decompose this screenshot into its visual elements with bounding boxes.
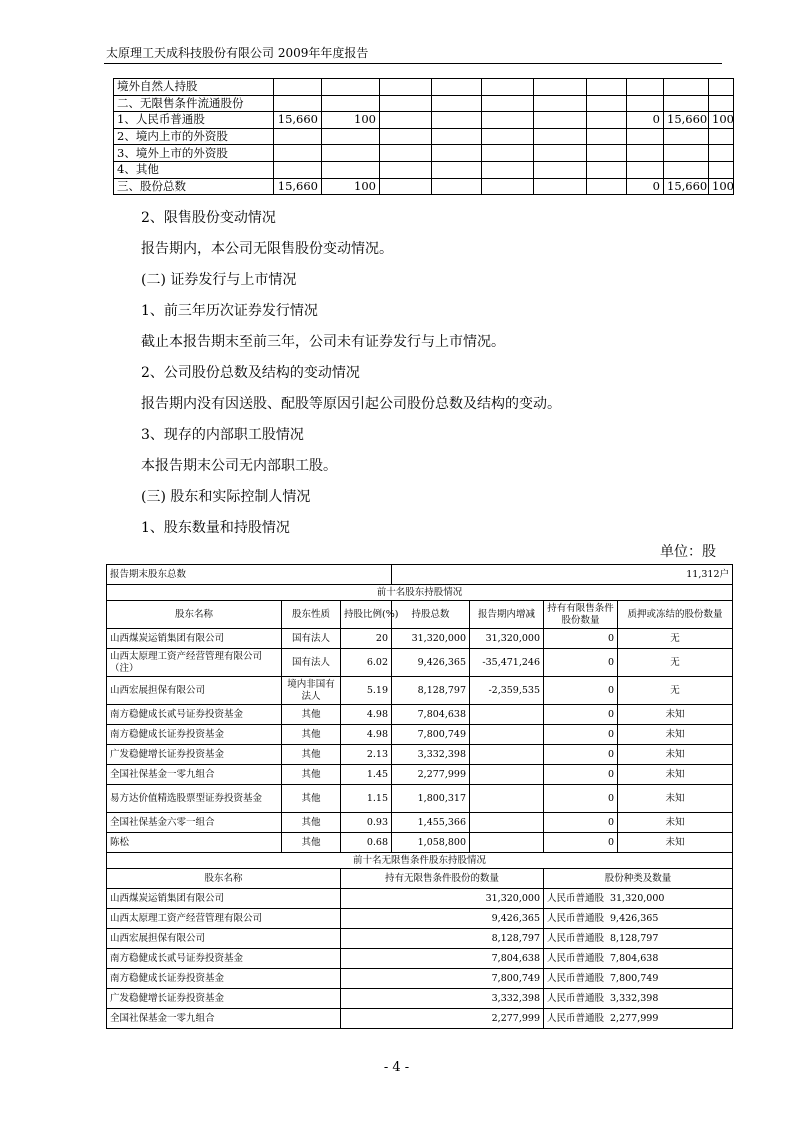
cell-change-4 <box>432 79 482 96</box>
shareholder-type: 其他 <box>282 785 341 813</box>
cell-change-7 <box>587 128 627 145</box>
top10-row <box>107 677 733 705</box>
shareholder-total: 7,800,749 <box>392 725 470 745</box>
unrestricted-kind: 人民币普通股 <box>547 932 605 944</box>
cell-after-pct <box>709 128 734 145</box>
shareholder-change: -35,471,246 <box>470 649 544 677</box>
unrestricted-kind-qty: 2,277,999 <box>610 1012 659 1024</box>
top10-row <box>107 745 733 765</box>
unrestricted-kind-cell <box>544 889 733 909</box>
total-shareholders-row <box>107 565 733 585</box>
shareholder-name: 山西煤炭运销集团有限公司 <box>107 629 282 649</box>
shareholder-type: 其他 <box>282 813 341 833</box>
unrestricted-title-row <box>107 853 733 869</box>
cell-change-6 <box>534 178 587 195</box>
cell-change-6 <box>534 95 587 112</box>
para-employee-shares: 3、现存的内部职工股情况 <box>141 427 304 443</box>
cell-before-pct: 100 <box>322 112 380 129</box>
cell-change-5 <box>482 145 534 162</box>
unrestricted-header-kind: 股份种类及数量 <box>544 869 733 889</box>
row-label: 1、人民币普通股 <box>114 112 274 129</box>
cell-change-subtotal: 0 <box>627 178 664 195</box>
row-label: 境外自然人持股 <box>114 79 274 96</box>
header-total: 持股总数 <box>392 601 470 629</box>
cell-before-qty <box>274 79 322 96</box>
unrestricted-row <box>107 909 733 929</box>
unrestricted-row <box>107 989 733 1009</box>
top10-header-row <box>107 601 733 629</box>
cell-change-subtotal <box>627 161 664 178</box>
header-pledged: 质押或冻结的股份数量 <box>618 601 733 629</box>
para-structure-none: 报告期内没有因送股、配股等原因引起公司股份总数及结构的变动。 <box>141 396 561 412</box>
shareholder-restricted: 0 <box>544 705 618 725</box>
shareholder-type: 其他 <box>282 833 341 853</box>
shareholder-name: 广发稳健增长证券投资基金 <box>107 745 282 765</box>
share-structure-table <box>113 78 734 195</box>
shareholder-total: 1,800,317 <box>392 785 470 813</box>
share-structure-row <box>114 95 734 112</box>
shareholder-type: 国有法人 <box>282 629 341 649</box>
unrestricted-kind-cell <box>544 909 733 929</box>
shareholder-name: 全国社保基金一零九组合 <box>107 765 282 785</box>
shareholder-change <box>470 813 544 833</box>
shareholder-pct: 20 <box>341 629 392 649</box>
shareholder-pct: 5.19 <box>341 677 392 705</box>
cell-change-3 <box>380 95 432 112</box>
shareholder-change: 31,320,000 <box>470 629 544 649</box>
header-restricted: 持有有限售条件股份数量 <box>544 601 618 629</box>
cell-before-pct <box>322 95 380 112</box>
para-issuance-history: 1、前三年历次证券发行情况 <box>141 303 318 319</box>
shareholder-pledged: 未知 <box>618 833 733 853</box>
shareholder-restricted: 0 <box>544 813 618 833</box>
cell-change-4 <box>432 161 482 178</box>
shareholder-pledged: 未知 <box>618 785 733 813</box>
cell-change-subtotal <box>627 145 664 162</box>
share-structure-row <box>114 79 734 96</box>
top10-row <box>107 629 733 649</box>
cell-change-3 <box>380 161 432 178</box>
unrestricted-kind: 人民币普通股 <box>547 892 605 904</box>
share-structure-row <box>114 178 734 195</box>
cell-after-qty <box>664 95 709 112</box>
unrestricted-kind-cell <box>544 929 733 949</box>
top10-row <box>107 705 733 725</box>
unrestricted-qty: 9,426,365 <box>341 909 544 929</box>
shareholder-pledged: 无 <box>618 677 733 705</box>
total-shareholders-label: 报告期末股东总数 <box>107 565 392 585</box>
unrestricted-row <box>107 1009 733 1029</box>
shareholder-name: 全国社保基金六零一组合 <box>107 813 282 833</box>
top10-row <box>107 725 733 745</box>
row-label: 二、无限售条件流通股份 <box>114 95 274 112</box>
shareholder-pct: 6.02 <box>341 649 392 677</box>
shareholder-total: 7,804,638 <box>392 705 470 725</box>
share-structure-row <box>114 112 734 129</box>
cell-change-5 <box>482 112 534 129</box>
shareholder-total: 3,332,398 <box>392 745 470 765</box>
cell-after-qty <box>664 145 709 162</box>
shareholder-change <box>470 785 544 813</box>
shareholder-name: 陈松 <box>107 833 282 853</box>
shareholder-pct: 1.15 <box>341 785 392 813</box>
unrestricted-name: 广发稳健增长证券投资基金 <box>107 989 341 1009</box>
shareholder-total: 31,320,000 <box>392 629 470 649</box>
shareholder-pledged: 未知 <box>618 705 733 725</box>
cell-before-qty <box>274 95 322 112</box>
unrestricted-row <box>107 949 733 969</box>
cell-after-qty <box>664 128 709 145</box>
share-structure-row <box>114 161 734 178</box>
unrestricted-kind: 人民币普通股 <box>547 972 605 984</box>
header-change: 报告期内增减 <box>470 601 544 629</box>
unrestricted-name: 全国社保基金一零九组合 <box>107 1009 341 1029</box>
header-pct: 持股比例(%) <box>341 601 392 629</box>
unrestricted-kind-qty: 31,320,000 <box>610 892 665 904</box>
cell-change-subtotal <box>627 128 664 145</box>
shareholder-total: 1,058,800 <box>392 833 470 853</box>
para-restricted-none: 报告期内，本公司无限售股份变动情况。 <box>141 241 393 257</box>
cell-change-6 <box>534 128 587 145</box>
cell-change-subtotal <box>627 95 664 112</box>
shareholder-change: -2,359,535 <box>470 677 544 705</box>
shareholder-pledged: 未知 <box>618 813 733 833</box>
cell-change-3 <box>380 112 432 129</box>
cell-change-5 <box>482 95 534 112</box>
unrestricted-kind-qty: 7,804,638 <box>610 952 659 964</box>
cell-before-pct: 100 <box>322 178 380 195</box>
cell-before-qty <box>274 161 322 178</box>
cell-change-6 <box>534 145 587 162</box>
shareholder-pct: 4.98 <box>341 725 392 745</box>
unrestricted-name: 南方稳健成长贰号证券投资基金 <box>107 949 341 969</box>
header-rule <box>104 63 722 64</box>
top10-row <box>107 833 733 853</box>
cell-before-pct <box>322 145 380 162</box>
page-header: 太原理工天成科技股份有限公司 2009年年度报告 <box>106 46 369 60</box>
shareholder-restricted: 0 <box>544 649 618 677</box>
shareholder-pct: 0.93 <box>341 813 392 833</box>
top10-row <box>107 765 733 785</box>
cell-after-pct <box>709 145 734 162</box>
cell-before-qty <box>274 145 322 162</box>
unrestricted-kind-qty: 8,128,797 <box>610 932 659 944</box>
shareholder-type: 国有法人 <box>282 649 341 677</box>
cell-change-4 <box>432 112 482 129</box>
shareholder-type: 其他 <box>282 745 341 765</box>
cell-change-5 <box>482 161 534 178</box>
cell-change-7 <box>587 161 627 178</box>
para-structure-change: 2、公司股份总数及结构的变动情况 <box>141 365 360 381</box>
unrestricted-title: 前十名无限售条件股东持股情况 <box>107 853 733 869</box>
shareholder-type: 境内非国有法人 <box>282 677 341 705</box>
cell-change-3 <box>380 145 432 162</box>
cell-change-7 <box>587 145 627 162</box>
cell-change-4 <box>432 178 482 195</box>
para-section-2: (二) 证券发行与上市情况 <box>141 272 297 288</box>
shareholder-type: 其他 <box>282 705 341 725</box>
shareholder-pct: 4.98 <box>341 705 392 725</box>
cell-change-6 <box>534 79 587 96</box>
cell-change-5 <box>482 79 534 96</box>
unrestricted-row <box>107 929 733 949</box>
cell-after-pct: 100 <box>709 112 734 129</box>
shareholder-restricted: 0 <box>544 765 618 785</box>
shareholder-name: 山西宏展担保有限公司 <box>107 677 282 705</box>
shareholder-restricted: 0 <box>544 677 618 705</box>
para-shareholders: 1、股东数量和持股情况 <box>141 520 290 536</box>
shareholder-pct: 0.68 <box>341 833 392 853</box>
unrestricted-kind-qty: 7,800,749 <box>610 972 659 984</box>
para-section-3: (三) 股东和实际控制人情况 <box>141 489 311 505</box>
shareholder-total: 2,277,999 <box>392 765 470 785</box>
cell-change-3 <box>380 128 432 145</box>
shareholder-pct: 2.13 <box>341 745 392 765</box>
para-restricted-change: 2、限售股份变动情况 <box>141 210 276 226</box>
unrestricted-name: 山西宏展担保有限公司 <box>107 929 341 949</box>
unrestricted-qty: 7,804,638 <box>341 949 544 969</box>
cell-change-4 <box>432 128 482 145</box>
unrestricted-header-row <box>107 869 733 889</box>
top10-title: 前十名股东持股情况 <box>107 585 733 601</box>
shareholder-pledged: 未知 <box>618 745 733 765</box>
cell-before-pct <box>322 128 380 145</box>
unrestricted-kind: 人民币普通股 <box>547 992 605 1004</box>
unrestricted-kind-qty: 9,426,365 <box>610 912 659 924</box>
shareholder-change <box>470 725 544 745</box>
unrestricted-qty: 3,332,398 <box>341 989 544 1009</box>
row-label: 2、境内上市的外资股 <box>114 128 274 145</box>
cell-change-subtotal: 0 <box>627 112 664 129</box>
shareholder-pledged: 未知 <box>618 725 733 745</box>
unrestricted-qty: 7,800,749 <box>341 969 544 989</box>
unrestricted-name: 山西太原理工资产经营管理有限公司 <box>107 909 341 929</box>
cell-change-5 <box>482 128 534 145</box>
cell-change-7 <box>587 79 627 96</box>
shareholder-name: 山西太原理工资产经营管理有限公司（注） <box>107 649 282 677</box>
cell-change-4 <box>432 145 482 162</box>
unrestricted-kind-qty: 3,332,398 <box>610 992 659 1004</box>
shareholder-change <box>470 705 544 725</box>
row-label: 三、股份总数 <box>114 178 274 195</box>
top10-row <box>107 813 733 833</box>
unrestricted-kind-cell <box>544 989 733 1009</box>
shareholder-restricted: 0 <box>544 785 618 813</box>
cell-change-subtotal <box>627 79 664 96</box>
unrestricted-row <box>107 889 733 909</box>
shareholder-type: 其他 <box>282 765 341 785</box>
para-employee-none: 本报告期末公司无内部职工股。 <box>141 458 337 474</box>
shareholder-change <box>470 833 544 853</box>
shareholder-pledged: 无 <box>618 649 733 677</box>
cell-after-qty: 15,660 <box>664 178 709 195</box>
cell-after-pct: 100 <box>709 178 734 195</box>
unrestricted-qty: 31,320,000 <box>341 889 544 909</box>
cell-change-3 <box>380 178 432 195</box>
unrestricted-name: 山西煤炭运销集团有限公司 <box>107 889 341 909</box>
share-structure-row <box>114 128 734 145</box>
unrestricted-qty: 8,128,797 <box>341 929 544 949</box>
shareholder-pledged: 未知 <box>618 765 733 785</box>
cell-after-qty: 15,660 <box>664 112 709 129</box>
unrestricted-kind: 人民币普通股 <box>547 1012 605 1024</box>
shareholder-type: 其他 <box>282 725 341 745</box>
shareholder-restricted: 0 <box>544 629 618 649</box>
share-structure-row <box>114 145 734 162</box>
cell-change-3 <box>380 79 432 96</box>
unrestricted-row <box>107 969 733 989</box>
page-number: - 4 - <box>383 1060 410 1075</box>
unrestricted-name: 南方稳健成长证券投资基金 <box>107 969 341 989</box>
cell-before-pct <box>322 161 380 178</box>
shareholder-change <box>470 765 544 785</box>
top10-row <box>107 785 733 813</box>
shareholder-total: 8,128,797 <box>392 677 470 705</box>
shareholder-change <box>470 745 544 765</box>
unrestricted-header-qty: 持有无限售条件股份的数量 <box>341 869 544 889</box>
cell-change-6 <box>534 161 587 178</box>
total-shareholders-value: 11,312户 <box>392 565 733 585</box>
shareholder-table <box>106 564 733 1029</box>
unrestricted-kind: 人民币普通股 <box>547 912 605 924</box>
cell-after-qty <box>664 79 709 96</box>
top10-title-row <box>107 585 733 601</box>
unrestricted-kind-cell <box>544 1009 733 1029</box>
unit-label: 单位：股 <box>660 544 716 560</box>
header-type: 股东性质 <box>282 601 341 629</box>
cell-after-qty <box>664 161 709 178</box>
cell-after-pct <box>709 79 734 96</box>
unrestricted-qty: 2,277,999 <box>341 1009 544 1029</box>
cell-before-qty: 15,660 <box>274 112 322 129</box>
unrestricted-kind-cell <box>544 949 733 969</box>
shareholder-total: 1,455,366 <box>392 813 470 833</box>
cell-change-6 <box>534 112 587 129</box>
unrestricted-header-name: 股东名称 <box>107 869 341 889</box>
unrestricted-kind-cell <box>544 969 733 989</box>
shareholder-name: 易方达价值精选股票型证券投资基金 <box>107 785 282 813</box>
shareholder-restricted: 0 <box>544 745 618 765</box>
cell-after-pct <box>709 161 734 178</box>
shareholder-total: 9,426,365 <box>392 649 470 677</box>
cell-change-5 <box>482 178 534 195</box>
cell-change-4 <box>432 95 482 112</box>
row-label: 4、其他 <box>114 161 274 178</box>
cell-before-qty <box>274 128 322 145</box>
top10-row <box>107 649 733 677</box>
cell-change-7 <box>587 95 627 112</box>
shareholder-name: 南方稳健成长证券投资基金 <box>107 725 282 745</box>
cell-after-pct <box>709 95 734 112</box>
shareholder-pledged: 无 <box>618 629 733 649</box>
para-issuance-none: 截止本报告期末至前三年，公司未有证券发行与上市情况。 <box>141 334 505 350</box>
shareholder-pct: 1.45 <box>341 765 392 785</box>
header-name: 股东名称 <box>107 601 282 629</box>
shareholder-restricted: 0 <box>544 725 618 745</box>
shareholder-restricted: 0 <box>544 833 618 853</box>
unrestricted-kind: 人民币普通股 <box>547 952 605 964</box>
cell-change-7 <box>587 112 627 129</box>
shareholder-name: 南方稳健成长贰号证券投资基金 <box>107 705 282 725</box>
row-label: 3、境外上市的外资股 <box>114 145 274 162</box>
cell-before-qty: 15,660 <box>274 178 322 195</box>
cell-change-7 <box>587 178 627 195</box>
cell-before-pct <box>322 79 380 96</box>
